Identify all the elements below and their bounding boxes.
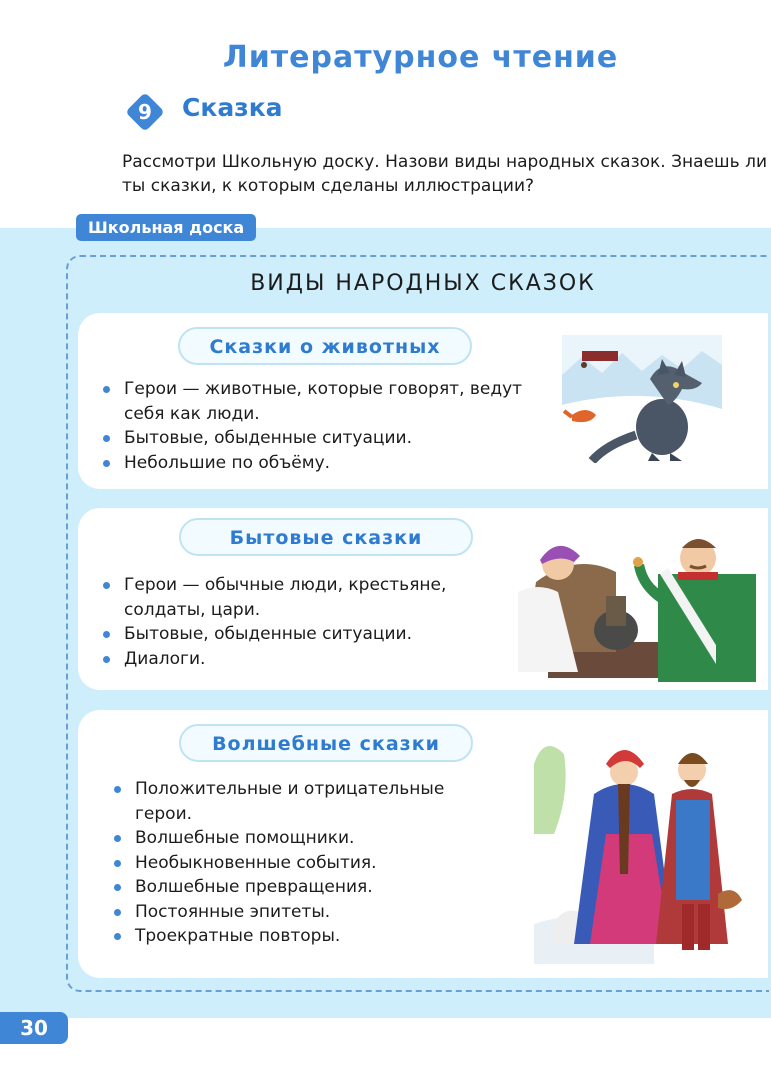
list-item: Бытовые, обыденные ситуации. (100, 622, 510, 647)
list-item: Троекратные повторы. (111, 924, 481, 949)
wolf-illustration (562, 335, 722, 463)
list-item: Герои — обычные люди, крестьяне, солдаты, цари. (100, 573, 510, 622)
list-item: Диалоги. (100, 647, 510, 672)
card-title: Бытовые сказки (179, 518, 473, 556)
card-animal-tales (78, 313, 768, 489)
card-magic-tales (78, 710, 768, 978)
subject-title: Литературное чтение (222, 40, 619, 75)
list-item: Бытовые, обыденные ситуации. (100, 426, 530, 451)
lesson-title: Сказка (182, 93, 283, 122)
points-list (100, 377, 530, 475)
list-item: Необыкновенные события. (111, 851, 481, 876)
soldier-illustration (518, 522, 768, 682)
card-title: Волшебные сказки (179, 724, 473, 762)
list-item: Постоянные эпитеты. (111, 900, 481, 925)
board-heading: ВИДЫ НАРОДНЫХ СКАЗОК (250, 271, 596, 296)
task-text: Рассмотри Школьную доску. Назови виды народных сказок. Знаешь ли ты сказки, к которым сделаны иллюстрации? (122, 152, 767, 196)
list-item: Волшебные превращения. (111, 875, 481, 900)
lesson-number: 9 (138, 100, 152, 124)
card-title: Сказки о животных (178, 327, 472, 365)
board-tab-label: Школьная доска (76, 214, 256, 241)
card-everyday-tales (78, 508, 768, 690)
list-item: Небольшие по объёму. (100, 451, 530, 476)
points-list (111, 777, 481, 949)
list-item: Герои — животные, которые говорят, ведут себя как люди. (100, 377, 530, 426)
points-list (100, 573, 510, 671)
list-item: Волшебные помощники. (111, 826, 481, 851)
page-number: 30 (0, 1012, 68, 1044)
lesson-number-badge (124, 91, 166, 133)
couple-illustration (534, 724, 748, 964)
list-item: Положительные и отрицательные герои. (111, 777, 481, 826)
